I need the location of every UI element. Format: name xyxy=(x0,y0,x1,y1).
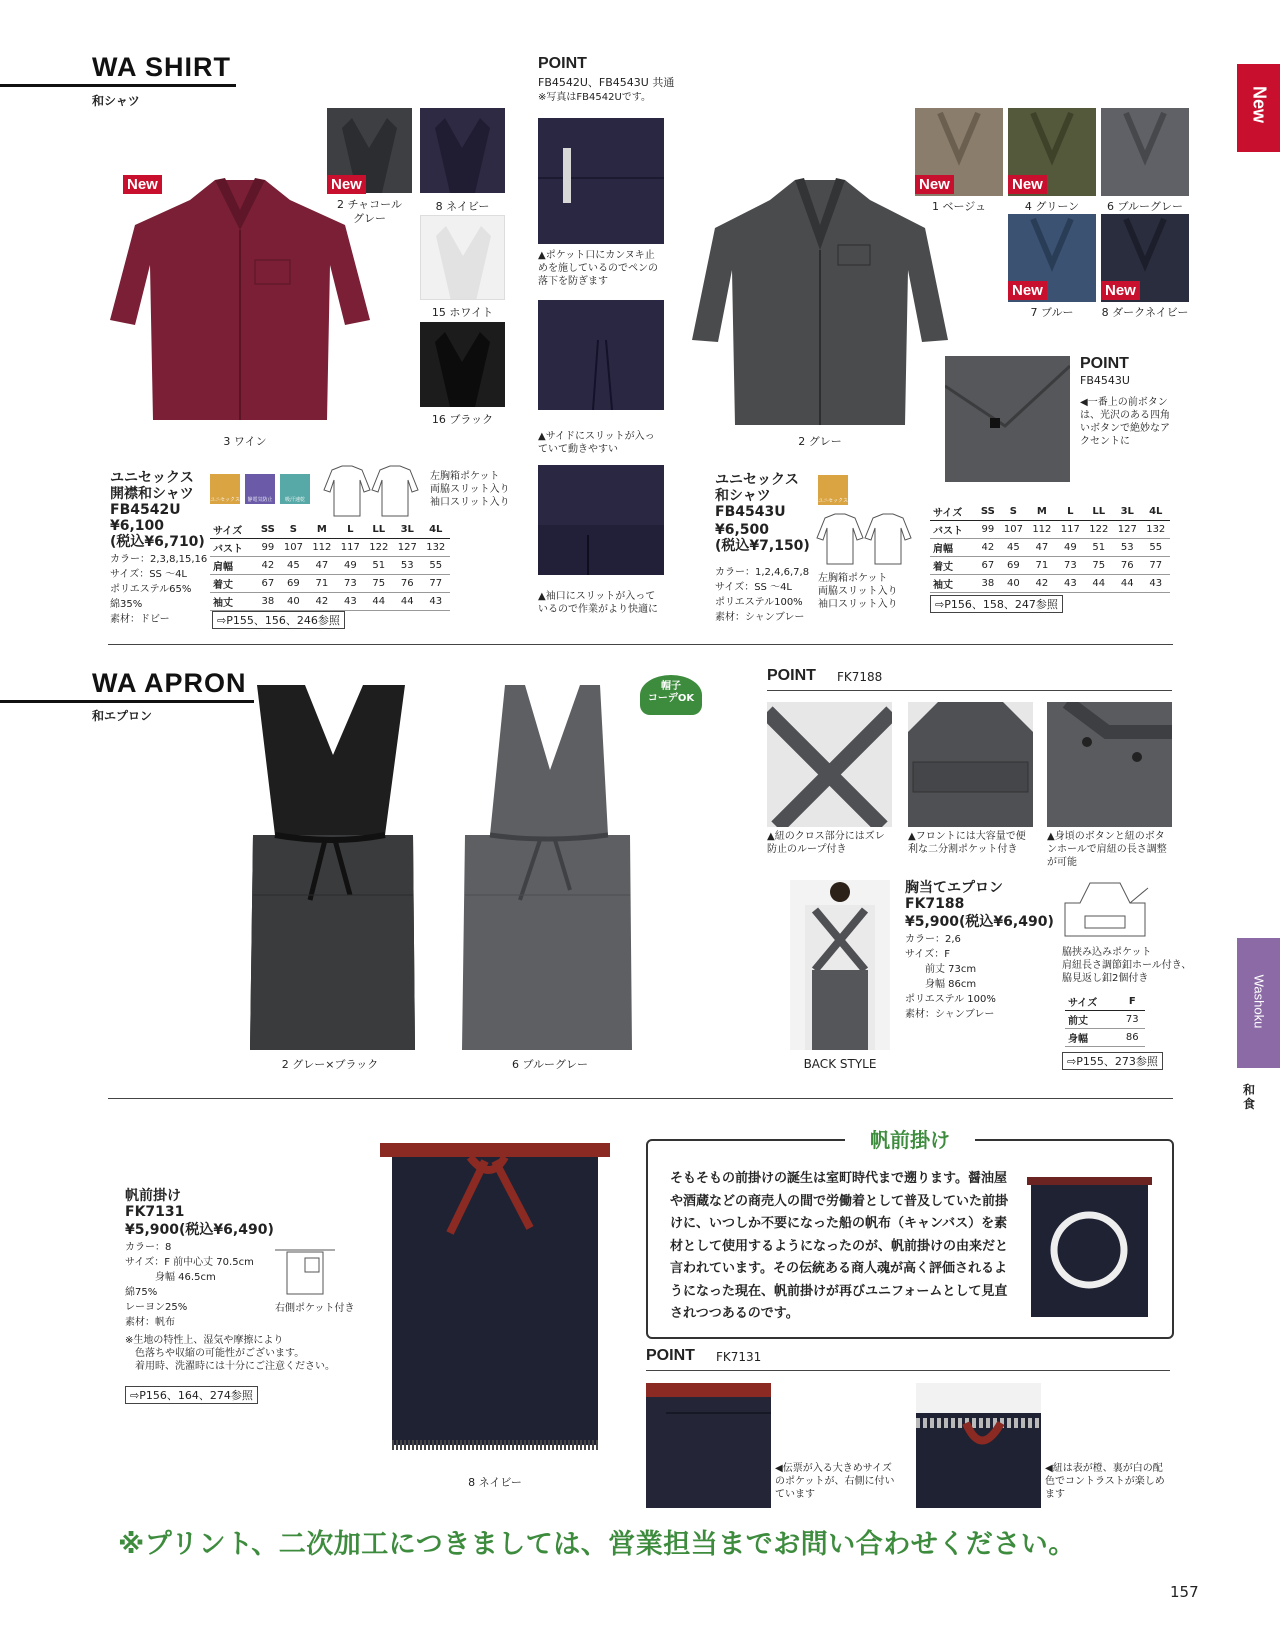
fb4543u-meta: カラー：1,2,4,6,7,8 サイズ：SS ～4L ポリエステル100% 素材：シャンブレー xyxy=(715,567,810,623)
fk7131-flat-sketch xyxy=(275,1242,335,1297)
wa-apron-subtitle: 和エプロン xyxy=(92,709,153,723)
caption-bluegray-apron: 6 ブルーグレー xyxy=(511,1058,589,1071)
fk7188-page-ref: ⇨P155、273参照 xyxy=(1062,1052,1163,1070)
caption-beige: 1 ベージュ xyxy=(931,200,987,213)
new-side-tab: New xyxy=(1237,64,1280,152)
fb4542u-page-ref: ⇨P155、156、246参照 xyxy=(212,611,345,629)
point3-model: FK7188 xyxy=(837,670,883,684)
caption-darknavy: 8 ダークネイビー xyxy=(1101,306,1189,319)
fb4543u-page-ref: ⇨P156、158、247参照 xyxy=(930,595,1063,613)
new-badge-charcoal: New xyxy=(327,175,366,194)
fk7131-name: 帆前掛け FK7131 xyxy=(125,1188,185,1220)
gray-shirt-photo xyxy=(690,170,950,430)
washoku-side-tab: Washoku xyxy=(1237,938,1280,1068)
fk7188-meta: カラー：2,6 サイズ：F 前丈 73cm 身幅 86cm ポリエステル 100% 素材：シャンブレー xyxy=(905,934,996,1020)
table-row: 肩幅 42 45 47 49 51 53 55 xyxy=(210,557,450,575)
wa-shirt-underline xyxy=(0,84,236,87)
fk7131-pocket-note: 右側ポケット付き xyxy=(275,1303,355,1314)
maekake-navy-photo xyxy=(380,1143,610,1463)
fb4542u-flat-sketch xyxy=(322,462,422,520)
caption-bluegray: 6 ブルーグレー xyxy=(1106,200,1184,213)
table-row: 身幅 86 xyxy=(1065,1029,1145,1047)
point1-caption1: ▲ポケット口にカンヌキ止めを施しているのでペンの落下を防ぎます xyxy=(538,250,658,287)
fb4542u-features: 左胸箱ポケット 両脇スリット入り 袖口スリット入り xyxy=(430,471,510,508)
caption-black: 16 ブラック xyxy=(431,413,494,426)
caption-gray: 2 グレー xyxy=(798,435,842,448)
pocket-maekake-photo xyxy=(646,1383,771,1508)
table-row: 袖丈 38 40 42 43 44 44 43 xyxy=(210,593,450,611)
cross-strap-photo xyxy=(767,702,892,827)
divider-apron-maekake xyxy=(108,1098,1173,1099)
story-box-title: 帆前掛け xyxy=(845,1124,975,1153)
fb4543u-price: ¥6,500 xyxy=(715,522,770,538)
new-badge-darknavy: New xyxy=(1101,281,1140,300)
point1-models: FB4542U、FB4543U 共通 xyxy=(538,76,675,89)
fb4543u-features: 左胸箱ポケット 両脇スリット入り 袖口スリット入り xyxy=(818,573,898,610)
side-slit-photo xyxy=(538,300,664,410)
hat-coordinate-badge: 帽子 コーデOK xyxy=(640,675,702,715)
antistatic-icon: 静電気防止 xyxy=(245,474,275,504)
wa-shirt-title: WA SHIRT xyxy=(92,52,231,82)
point2-title: POINT xyxy=(1080,355,1129,372)
fk7188-name: 胸当てエプロン FK7188 xyxy=(905,880,1003,912)
wa-apron-title: WA APRON xyxy=(92,668,247,698)
new-badge-beige: New xyxy=(915,175,954,194)
back-style-photo xyxy=(790,880,890,1050)
point4-caption1: ◀伝票が入る大きめサイズのポケットが、右側に付いています xyxy=(775,1463,895,1500)
table-row: 肩幅 42 45 47 49 51 53 55 xyxy=(930,539,1170,557)
table-row: 着丈 67 69 71 73 75 76 77 xyxy=(930,557,1170,575)
divider-shirt-apron xyxy=(108,644,1173,645)
point3-caption2: ▲フロントには大容量で便利な二分割ポケット付き xyxy=(908,831,1026,855)
point3-rule xyxy=(767,690,1172,691)
point4-title: POINT xyxy=(646,1347,695,1364)
point1-title: POINT xyxy=(538,55,587,72)
apron-gray-black-photo xyxy=(245,685,420,1050)
caption-navy: 8 ネイビー xyxy=(435,200,490,213)
fb4542u-price-tax: (税込¥6,710) xyxy=(110,534,205,550)
washoku-jp-label: 和食 xyxy=(1243,1083,1256,1111)
new-badge-blue: New xyxy=(1008,281,1047,300)
unisex-icon: ユニセックス xyxy=(210,474,240,504)
footer-notice: ※プリント、二次加工につきましては、営業担当までお問い合わせください。 xyxy=(118,1529,1076,1560)
caption-navy-maekake: 8 ネイビー xyxy=(468,1476,522,1489)
caption-wine: 3 ワイン xyxy=(223,435,267,448)
fk7188-price: ¥5,900(税込¥6,490) xyxy=(905,914,1054,930)
sleeve-slit-photo xyxy=(538,465,664,575)
bluegray-swatch-photo xyxy=(1101,108,1189,196)
wa-apron-underline xyxy=(0,700,254,703)
navy-swatch-photo xyxy=(420,108,505,193)
point1-caption3: ▲袖口にスリットが入っているので作業がより快適に xyxy=(538,591,658,615)
fk7131-caution: ※生地の特性上、湿気や摩擦により 色落ちや収縮の可能性がございます。 着用時、洗濯時には十分にご注意ください。 xyxy=(125,1335,335,1372)
white-swatch-photo xyxy=(420,215,505,300)
point2-model: FB4543U xyxy=(1080,374,1130,387)
fb4542u-price: ¥6,100 xyxy=(110,518,165,534)
caption-gray-black: 2 グレー×ブラック xyxy=(281,1058,379,1071)
caption-blue: 7 ブルー xyxy=(1030,306,1074,319)
point4-rule xyxy=(646,1370,1170,1371)
point3-caption1: ▲紐のクロス部分にはズレ防止のループ付き xyxy=(767,831,885,855)
table-row: バスト 99 107 112 117 122 127 132 xyxy=(930,521,1170,539)
point4-model: FK7131 xyxy=(716,1350,762,1364)
fk7188-flat-sketch xyxy=(1060,878,1150,938)
fb4543u-price-tax: (税込¥7,150) xyxy=(715,538,810,554)
button-detail-photo xyxy=(945,356,1070,482)
button-strap-photo xyxy=(1047,702,1172,827)
front-pocket-photo xyxy=(908,702,1033,827)
fb4543u-name: ユニセックス 和シャツ FB4543U xyxy=(715,472,799,520)
story-box-text: そもそもの前掛けの誕生は室町時代まで遡ります。醤油屋や酒蔵などの商売人の間で労働着として普及していた前掛けに、いつしか不要になった船の帆布（キャンバス）を素材として使用するようになったのが、帆前掛けの由来だと言われています。その伝統ある商人魂が高く評価されるようになった現在、帆前掛けが再びユニフォームとして見直されつつあるのです。 xyxy=(670,1171,1009,1321)
fb4542u-name: ユニセックス 開襟和シャツ FB4542U xyxy=(110,470,194,518)
table-row: 前丈 73 xyxy=(1065,1011,1145,1029)
black-swatch-photo xyxy=(420,322,505,407)
fb4543u-flat-sketch xyxy=(815,510,915,568)
point3-caption3: ▲身頃のボタンと紐のボタンホールで肩紐の長さ調整が可能 xyxy=(1047,831,1167,868)
new-badge-wine: New xyxy=(123,175,162,194)
unisex-icon-2: ユニセックス xyxy=(818,475,848,505)
fb4542u-meta: カラー：2,3,8,15,16 サイズ：SS ～4L ポリエステル65% 綿35% 素材：ドビー xyxy=(110,554,208,625)
caption-charcoal: 2 チャコール グレー xyxy=(337,198,402,225)
table-row: 袖丈 38 40 42 43 44 44 43 xyxy=(930,575,1170,593)
point4-caption2: ◀紐は表が橙、裏が白の配色でコントラストが楽しめます xyxy=(1045,1463,1165,1500)
fk7131-price: ¥5,900(税込¥6,490) xyxy=(125,1222,274,1238)
pocket-detail-photo xyxy=(538,118,664,244)
fk7131-meta: カラー：8 サイズ：F 前中心丈 70.5cm 身幅 46.5cm 綿75% レーヨン25% 素材：帆布 xyxy=(125,1242,254,1328)
fk7188-features: 脇挟み込みポケット 肩紐長さ調節釦ホール付き、 脇見返し釦2個付き xyxy=(1062,947,1192,984)
point2-caption: ◀一番上の前ボタンは、光沢のある四角いボタンで絶妙なアクセントに xyxy=(1080,397,1170,447)
new-badge-green: New xyxy=(1008,175,1047,194)
apron-bluegray-photo xyxy=(460,685,635,1050)
wa-shirt-subtitle: 和シャツ xyxy=(92,94,140,108)
fb4543u-size-table: サイズ SS S M L LL 3L 4L バスト 99 107 112 117 122 127 132 肩幅 42 45 47 49 51 53 55 着丈 67 69 71 73 75 76 77 袖丈 38 40 42 43 44 44 43 xyxy=(930,503,1170,593)
fk7188-size-table: サイズ F 前丈 73 身幅 86 xyxy=(1065,993,1145,1047)
point3-title: POINT xyxy=(767,667,816,684)
page-number: 157 xyxy=(1170,1583,1199,1601)
fk7131-page-ref: ⇨P156、164、274参照 xyxy=(125,1386,258,1404)
maekake-circle-photo xyxy=(1027,1175,1152,1325)
caption-green: 4 グリーン xyxy=(1024,200,1080,213)
point1-caption2: ▲サイドにスリットが入っていて動きやすい xyxy=(538,431,655,455)
fb4542u-size-table: サイズ SS S M L LL 3L 4L バスト 99 107 112 117 122 127 132 肩幅 42 45 47 49 51 53 55 着丈 67 69 71 73 75 76 77 袖丈 38 40 42 43 44 44 43 xyxy=(210,521,450,611)
caption-back-style: BACK STYLE xyxy=(803,1057,877,1071)
point1-note: ※写真はFB4542Uです。 xyxy=(538,92,651,103)
table-row: バスト 99 107 112 117 122 127 132 xyxy=(210,539,450,557)
table-row: 着丈 67 69 71 73 75 76 77 xyxy=(210,575,450,593)
quick-dry-icon: 吸汗速乾 xyxy=(280,474,310,504)
caption-white: 15 ホワイト xyxy=(431,306,494,319)
strap-maekake-photo xyxy=(916,1383,1041,1508)
